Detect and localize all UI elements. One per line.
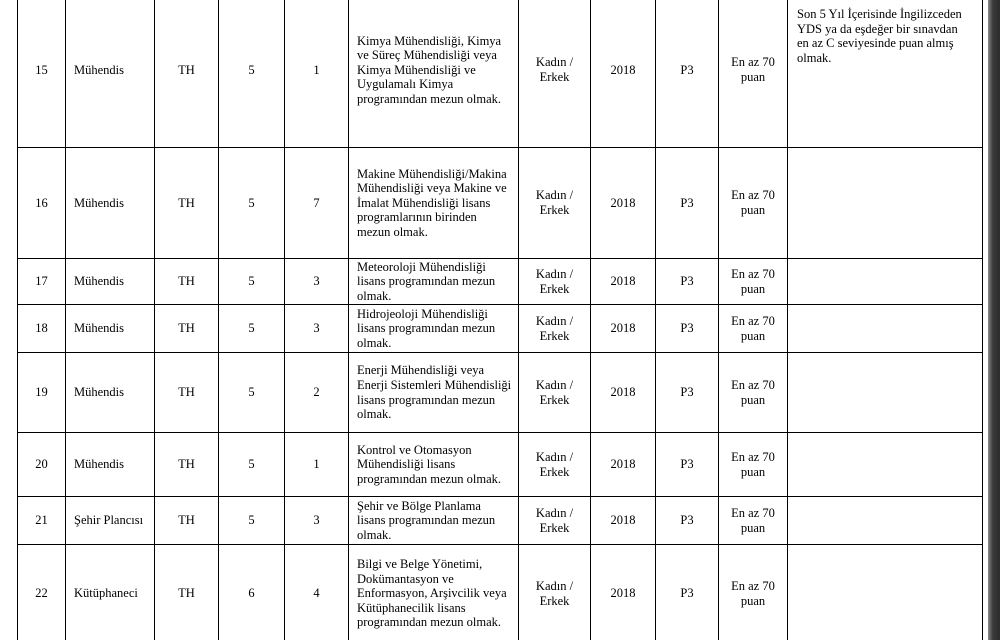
cell-grade: 5: [219, 433, 285, 497]
cell-year: 2018: [591, 0, 656, 148]
cell-grade: 5: [219, 497, 285, 545]
cell-count: 1: [285, 433, 349, 497]
cell-score-type: P3: [656, 259, 719, 305]
cell-score-type: P3: [656, 305, 719, 353]
cell-type: TH: [155, 433, 219, 497]
table-row: [18, 353, 983, 433]
cell-score-type: P3: [656, 0, 719, 148]
cell-count: 4: [285, 545, 349, 640]
cell-year: 2018: [591, 305, 656, 353]
cell-year: 2018: [591, 353, 656, 433]
cell-score-type: P3: [656, 433, 719, 497]
cell-education: Kontrol ve Otomasyon Mühendisliği lisans programından mezun olmak.: [349, 433, 519, 497]
cell-min-score: En az 70 puan: [719, 353, 788, 433]
cell-grade: 5: [219, 353, 285, 433]
cell-education: Şehir ve Bölge Planlama lisans programından mezun olmak.: [349, 497, 519, 545]
table-row: [18, 545, 983, 640]
cell-score-type: P3: [656, 545, 719, 640]
viewer-background: [988, 0, 1000, 640]
cell-grade: 5: [219, 148, 285, 259]
cell-year: 2018: [591, 433, 656, 497]
cell-other-requirements: [788, 259, 983, 305]
cell-count: 3: [285, 259, 349, 305]
cell-title: Mühendis: [66, 353, 155, 433]
cell-min-score: En az 70 puan: [719, 259, 788, 305]
cell-min-score: En az 70 puan: [719, 545, 788, 640]
cell-score-type: P3: [656, 353, 719, 433]
cell-other-requirements: [788, 433, 983, 497]
cell-grade: 5: [219, 259, 285, 305]
cell-other-requirements: [788, 305, 983, 353]
cell-gender: Kadın / Erkek: [519, 433, 591, 497]
cell-title: Mühendis: [66, 305, 155, 353]
cell-year: 2018: [591, 497, 656, 545]
cell-count: 1: [285, 0, 349, 148]
cell-score-type: P3: [656, 148, 719, 259]
cell-grade: 6: [219, 545, 285, 640]
cell-gender: Kadın / Erkek: [519, 305, 591, 353]
cell-type: TH: [155, 259, 219, 305]
table-row: [18, 259, 983, 305]
cell-gender: Kadın / Erkek: [519, 0, 591, 148]
cell-count: 2: [285, 353, 349, 433]
cell-min-score: En az 70 puan: [719, 148, 788, 259]
cell-education: Bilgi ve Belge Yönetimi, Dokümantasyon ve Enformasyon, Arşivcilik veya Kütüphanecilik lisans programından mezun olmak.: [349, 545, 519, 640]
cell-year: 2018: [591, 148, 656, 259]
cell-count: 7: [285, 148, 349, 259]
cell-grade: 5: [219, 305, 285, 353]
cell-score-type: P3: [656, 497, 719, 545]
table-row: [18, 148, 983, 259]
cell-gender: Kadın / Erkek: [519, 259, 591, 305]
cell-type: TH: [155, 497, 219, 545]
cell-title: Mühendis: [66, 433, 155, 497]
cell-type: TH: [155, 0, 219, 148]
cell-other-requirements: [788, 353, 983, 433]
cell-count: 3: [285, 497, 349, 545]
cell-education: Makine Mühendisliği/Makina Mühendisliği veya Makine ve İmalat Mühendisliği lisans programlarının birinden mezun olmak.: [349, 148, 519, 259]
cell-title: Kütüphaneci: [66, 545, 155, 640]
table-row: [18, 305, 983, 353]
cell-row-number: 15: [18, 0, 66, 148]
cell-education: Meteoroloji Mühendisliği lisans programından mezun olmak.: [349, 259, 519, 305]
cell-count: 3: [285, 305, 349, 353]
cell-education: Kimya Mühendisliği, Kimya ve Süreç Mühendisliği veya Kimya Mühendisliği ve Uygulamalı Kimya programından mezun olmak.: [349, 0, 519, 148]
cell-type: TH: [155, 353, 219, 433]
cell-title: Mühendis: [66, 148, 155, 259]
cell-min-score: En az 70 puan: [719, 433, 788, 497]
cell-education: Enerji Mühendisliği veya Enerji Sistemleri Mühendisliği lisans programından mezun olmak.: [349, 353, 519, 433]
cell-other-requirements: Son 5 Yıl İçerisinde İngilizceden YDS ya da eşdeğer bir sınavdan en az C seviyesinde puan almış olmak.: [788, 0, 983, 148]
cell-gender: Kadın / Erkek: [519, 545, 591, 640]
cell-min-score: En az 70 puan: [719, 497, 788, 545]
cell-row-number: 18: [18, 305, 66, 353]
cell-other-requirements: [788, 545, 983, 640]
cell-min-score: En az 70 puan: [719, 0, 788, 148]
cell-gender: Kadın / Erkek: [519, 497, 591, 545]
cell-year: 2018: [591, 545, 656, 640]
cell-title: Mühendis: [66, 0, 155, 148]
cell-year: 2018: [591, 259, 656, 305]
cell-row-number: 16: [18, 148, 66, 259]
cell-row-number: 22: [18, 545, 66, 640]
cell-row-number: 19: [18, 353, 66, 433]
positions-table: [17, 0, 983, 640]
cell-title: Şehir Plancısı: [66, 497, 155, 545]
cell-min-score: En az 70 puan: [719, 305, 788, 353]
cell-other-requirements: [788, 497, 983, 545]
cell-title: Mühendis: [66, 259, 155, 305]
cell-gender: Kadın / Erkek: [519, 353, 591, 433]
cell-type: TH: [155, 545, 219, 640]
cell-row-number: 21: [18, 497, 66, 545]
table-row: [18, 0, 983, 148]
cell-education: Hidrojeoloji Mühendisliği lisans programından mezun olmak.: [349, 305, 519, 353]
table-row: [18, 433, 983, 497]
cell-gender: Kadın / Erkek: [519, 148, 591, 259]
cell-grade: 5: [219, 0, 285, 148]
cell-type: TH: [155, 305, 219, 353]
cell-other-requirements: [788, 148, 983, 259]
cell-type: TH: [155, 148, 219, 259]
cell-row-number: 17: [18, 259, 66, 305]
table-row: [18, 497, 983, 545]
cell-row-number: 20: [18, 433, 66, 497]
